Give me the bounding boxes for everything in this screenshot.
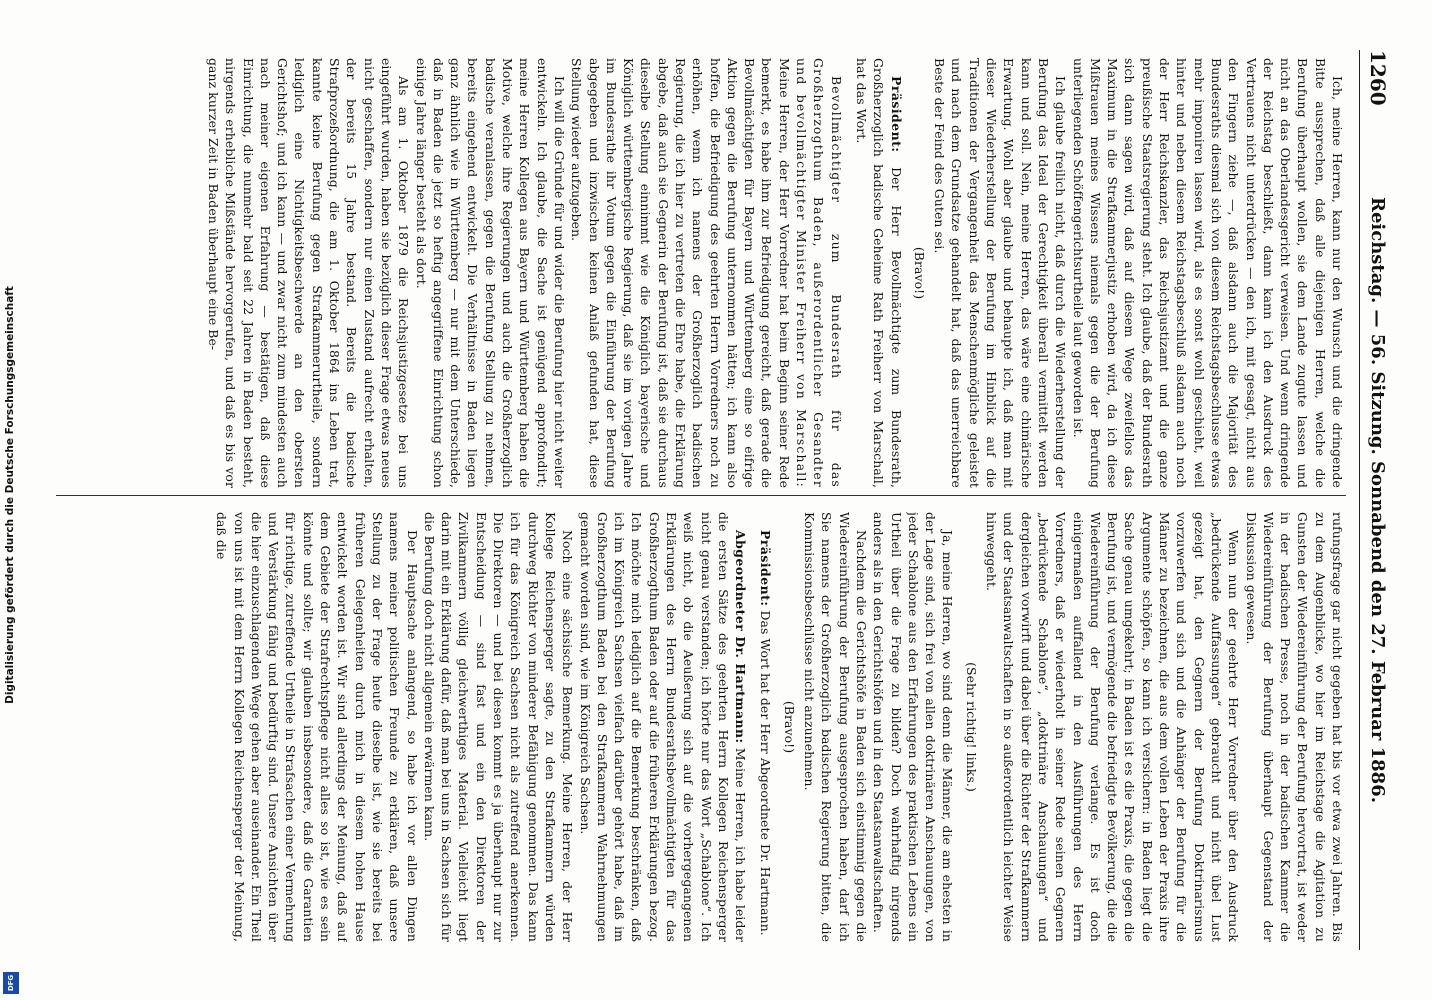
paragraph: rufungsfrage gar nicht gegeben hat bis vor etwa zwei Jahren. Bis zu dem Augenblicke, wo hier im Reichstage die Agitation zu Gunsten der Wiedereinführung der Berufung hervortrat, ist weder in der badischen Presse, noch in der badischen Kammer die Wiedereinführung der Berufung überhaupt Gegenstand der Diskussion gewesen. xyxy=(1243,512,1345,942)
speaker-label: Präsident: xyxy=(758,530,774,607)
running-header xyxy=(1359,50,1394,950)
paragraph: Ich glaube freilich nicht, daß durch die Wiederherstellung der Berufung das Ideal der Gerechtigkeit überall vermittelt werden kann und soll. Nein, meine Herren, das wäre eine chimärische Erwartung. Wohl aber glaube und behaupte ich, daß man mit dieser Wiederherstellung der Berufung im Hinblick auf die Traditionen der Vergangenheit das Menschenmögliche geleistet und nach dem Grundsatze gehandelt hat, daß das unerreichbare Beste der Feind des Guten sei. xyxy=(932,58,1069,488)
column-divider xyxy=(56,495,1346,496)
speaker-label: Bevollmächtigter zum Bundesrath für das Großherzogthum Baden, außerordentlicher Gesandter und bevollmächtigter Minister Freiherr von Marschall: xyxy=(794,58,844,488)
speech-text: Meine Herren, der Herr Vorredner hat beim Beginn seiner Rede bemerkt, es habe ihm zur Befriedigung gereicht, daß gerade die Bevollmächtigten für Bayern und Württemberg eine so eifrige Aktion gegen die Berufung unternommen hätten; ich kann also hoffen, die Befriedigung des geehrten Herrn Vorredners noch zu erhöhen, wenn ich namens der Großherzoglich badischen Regierung, die ich hier zu vertreten die Ehre habe, die Erklärung abgebe, daß auch sie Gegnerin der Berufung ist, daß sie durchaus dieselbe Stellung einnimmt wie die Königlich bayerische und Königlich württembergische Regierung, daß sie im vorigen Jahre im Bundesrathe ihr Votum gegen die Einführung der Berufung abgegeben und inzwischen keinen Anlaß gefunden hat, diese Stellung wieder aufzugeben. xyxy=(569,58,792,488)
speech-text: Das Wort hat der Herr Abgeordnete Dr. Hartmann. xyxy=(758,610,774,936)
paragraph: Ich, meine Herren, kann nur den Wunsch und die dringende Bitte aussprechen, daß alle diejenigen Herren, welche die Berufung überhaupt wollen, sie dem Lande zugute lassen und nicht an das Oberlandesgericht verweisen. Und wenn dringende der Reichstag beschließt, dann kann ich den Ausdruck des Vertrauens nicht unterdrücken — den ich, mit gesagt, nicht aus den Fingern ziehe —, daß alsdann auch die Majorität des Bundesraths diesmal sich von diesem Reichstagsbeschlusse etwas mehr imponiren lassen wird, als es sonst wohl geschieht, weil hinter und neben diesem Reichstagsbeschluß alsdann auch noch der Herr Reichskanzler, das Reichsjustizamt und die ganze preußische Staatsregierung steht. Ich glaube, daß der Bundesrath sich dann sagen wird, daß auf diesem Wege zweifellos das Maximum in die Strafkammerjustiz erhoben wird, da ich diese Mißtrauen meines Wissens niemals gegen die der Berufung unterliegenden Schöffengerichtsurtheile laut geworden ist. xyxy=(1070,58,1345,488)
paragraph: Nachdem die Gerichtshöfe in Baden sich einstimmig gegen die Wiedereinführung der Berufung ausgesprochen haben, darf ich Sie namens der Großherzoglich badischen Regierung bitten, die Kommissionsbeschlüsse nicht anzunehmen. xyxy=(802,512,869,942)
applause-note: (Bravo!) xyxy=(911,246,927,300)
credit-text: Digitalisierung gefördert durch die Deutsche Forschungsgemeinschaft xyxy=(4,286,16,704)
speech-paragraph xyxy=(576,512,749,942)
paragraph: Wenn nun der geehrte Herr Vorredner über den Ausdruck „bedrückende Auffassungen“ gebraucht und nicht übel Lust gezeigt hat, den Gegnern der Berufung Doktrinarismus vorzuwerfen und sich und die Anhänger der Berufung für die Männer zu bezeichnen, die aus dem vollen Leben der Praxis ihre Argumente schöpfen, so kann ich versichern: in Baden liegt die Sache genau umgekehrt; in Baden ist es die Praxis, die gegen die Berufung ist, und vermögende die befriedigte Bevölkerung, die die Wiedereinführung der Berufung verlange. Es ist doch einigermaßen auffallend in den Ausführungen des Herrn Vorredners, daß er wiederholt in seiner Rede seinen Gegnern „bedrückende Schablone“, „doktrinäre Anschauungen“ und dergleichen vorwirft und dabei über die Richter der Strafkammern und der Staatsanwaltschaften in so außerordentlich leichter Weise hinweggeht. xyxy=(984,512,1242,942)
credit-strip xyxy=(0,0,20,1000)
speech-paragraph xyxy=(757,512,774,942)
speech-text: Meine Herren, ich habe leider die ersten Sätze des geehrten Herrn Kollegen Reichensperger nicht genau verstanden; ich hörte nur das Wort „Schablone“. Ich weiß nicht, ob die Aeußerung sich auf die vorhergegangenen Erklärungen des Herrn Bundesrathsbevollmächtigten für das Großherzogthum Baden oder auf die früheren Erklärungen bezog. Ich möchte mich lediglich auf die Bemerkung beschränken, daß ich im Königreich Sachsen vielfach darüber gehört habe, daß im Großherzogthum Baden bei den Strafkammern Wahrnehmungen gemacht worden sind, wie im Königreich Sachsen. xyxy=(577,512,749,942)
paragraph: Der Hauptsache anlangend, so habe ich vor allen Dingen namens meiner politischen Freunde zu erklären, daß unsere Stellung zu der Frage heute dieselbe ist, wie sie bereits bei früheren Gelegenheiten durch mich in diesem hohen Hause entwickelt worden ist. Wir sind allerdings der Meinung, daß auf dem Gebiete der Strafrechtspflege nicht alles so ist, wie es sein könnte und sollte; wir glauben insbesondere, daß die Garantien für richtige, zutreffende Urtheile in Strafsachen einer Vermehrung und Verstärkung fähig und bedürftig sind. Unsere Ansichten über die hier einzuschlagenden Wege gehen aber auseinander. Ein Theil von uns ist mit dem Herrn Kollegen Reichensperger der Meinung, daß die xyxy=(214,512,420,942)
applause-note: (Bravo!) xyxy=(781,700,797,754)
speaker-label: Präsident: xyxy=(888,76,904,153)
paragraph: Noch eine sächsische Bemerkung. Meine Herren, der Herr Kollege Reichensperger sagte, zu den Strafkammern würden durchweg Richter von minderer Befähigung genommen. Das kann ich für das Königreich Sachsen nicht als zutreffend anerkennen. Die Direktoren — und bei diesen kommt es ja überhaupt nur zur Entscheidung — sind fast und ein den Direktoren der Zivilkammern völlig gleichwerthiges Material. Vielleicht liegt darin mit ein Erklärung dafür, daß man bei uns in Sachsen sich für die Berufung doch nicht allgemein erwärmen kann. xyxy=(421,512,576,942)
paragraph: Ja, meine Herren, wo sind denn die Männer, die am ehesten in der Lage sind, sich frei von allen doktrinären Anschauungen, von jeder Schablone aus den Erfahrungen des praktischen Lebens ein Urtheil über die Frage zu bilden? Doch wahrhaftig nirgends anders als in den Gerichtshöfen und in den Staatsanwaltschaften. xyxy=(871,512,956,942)
paragraph: Als am 1. Oktober 1879 die Reichsjustizgesetze bei uns eingeführt wurden, haben sie bezüglich dieser Frage etwas neues nicht geschaffen, sondern nur einen Zustand aufrecht erhalten, der bereits 15 Jahre bestand. Bereits die badische Strafprozeßordnung, die am 1. Oktober 1864 ins Leben trat, kannte keine Berufung gegen Strafkammerurtheile, sondern lediglich eine Nichtigkeitsbeschwerde an den obersten Gerichtshof; und ich kann — und zwar nicht zum mindesten auch nach meiner eigenen Erfahrung — bestätigen, daß diese Einrichtung, die nunmehr bald seit 22 Jahren in Baden besteht, nirgends erhebliche Mißstände hervorgerufen, und daß es bis vor ganz kurzer Zeit in Baden überhaupt eine Be- xyxy=(206,58,412,488)
left-column xyxy=(56,58,1346,488)
header-title: Reichstag. — 56. Sitzung. Sonnabend den 27. Februar 1886. xyxy=(1367,196,1388,803)
speaker-label: Abgeordneter Dr. Hartmann: xyxy=(733,530,749,744)
dfg-logo-label: DFG xyxy=(7,974,15,992)
credit-line xyxy=(2,20,18,970)
paragraph: Ich will die Gründe für und wider die Berufung hier nicht weiter entwickeln. Ich glaube, die Sache ist genügend approfondirt; meine Herren Kollegen aus Bayern und Württemberg haben die Motive, welche ihre Regierungen und auch die Großherzoglich badische veranlassen, gegen die Berufung Stellung zu nehmen, bereits eingehend entwickelt. Die Verhältnisse in Baden liegen ganz ähnlich wie in Württemberg — nur mit dem Unterschiede, daß in Baden die jetzt so heftig angegriffene Einrichtung schon einige Jahre länger besteht als dort. xyxy=(413,58,567,488)
speech-paragraph xyxy=(568,58,845,488)
right-column xyxy=(56,512,1346,942)
page-number: 1260 xyxy=(1366,50,1390,106)
speech-text: Der Herr Bevollmächtigte zum Bundesrath, Großherzoglich badische Geheime Rath Freiherr von Marschall, hat das Wort. xyxy=(853,58,904,488)
applause-note: (Sehr richtig! links.) xyxy=(963,662,979,792)
speech-paragraph xyxy=(853,58,905,488)
dfg-logo xyxy=(3,972,19,994)
